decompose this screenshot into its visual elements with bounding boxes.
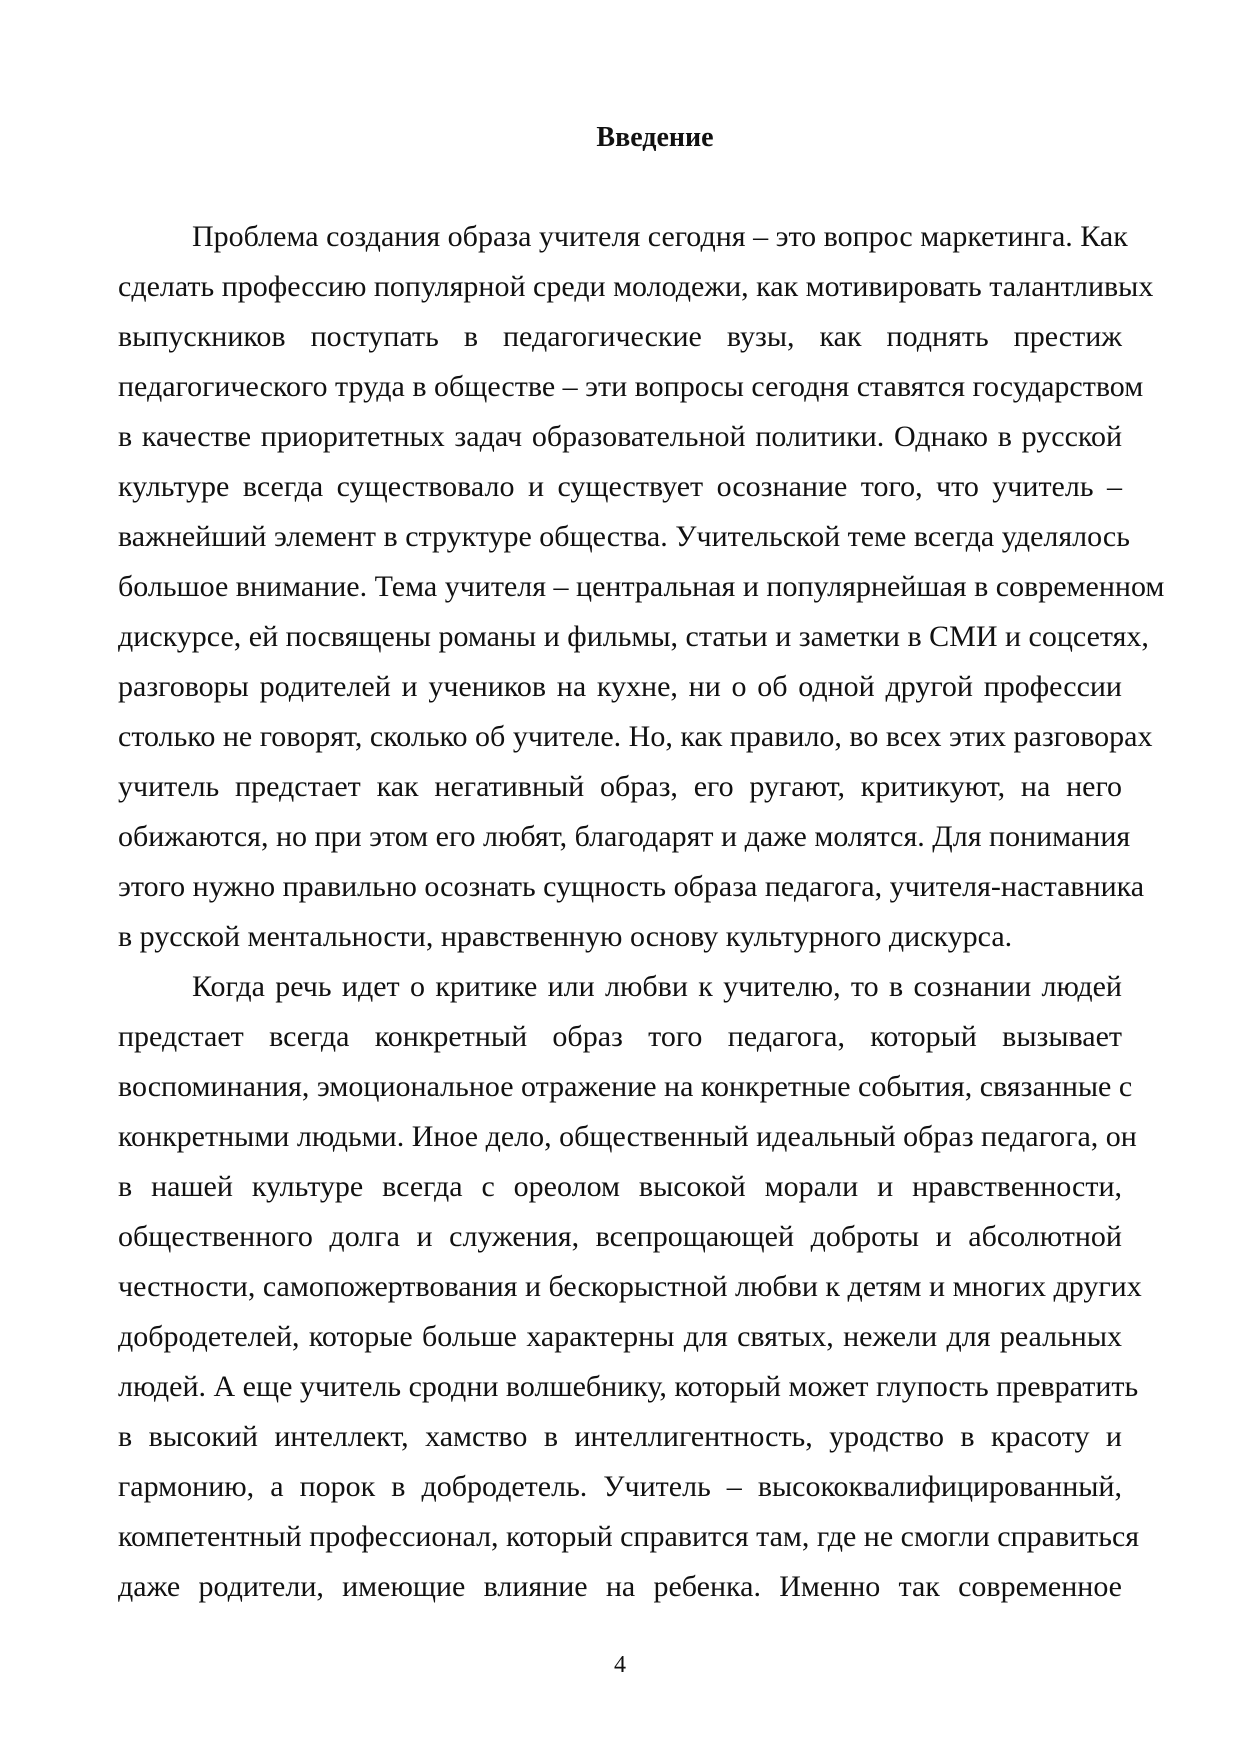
text-line: людей. А еще учитель сродни волшебнику, который может глупость превратить: [118, 1370, 1139, 1403]
paragraph-1: [118, 212, 1165, 962]
text-line: важнейший элемент в структуре общества. Учительской теме всегда уделялось: [118, 520, 1130, 553]
text-line: даже родители, имеющие влияние на ребенка. Именно так современное: [118, 1570, 1122, 1603]
text-line: компетентный профессионал, который справится там, где не смогли справиться: [118, 1520, 1140, 1553]
text-line: конкретными людьми. Иное дело, общественный идеальный образ педагога, он: [118, 1120, 1137, 1153]
text-line: воспоминания, эмоциональное отражение на конкретные события, связанные с: [118, 1070, 1133, 1103]
body-text: [118, 212, 1165, 1612]
text-line: Когда речь идет о критике или любви к учителю, то в сознании людей: [192, 970, 1122, 1003]
text-line: педагогического труда в обществе – эти вопросы сегодня ставятся государством: [118, 370, 1144, 403]
text-line: в русской ментальности, нравственную основу культурного дискурса.: [118, 920, 1013, 953]
text-line: учитель предстает как негативный образ, его ругают, критикуют, на него: [118, 770, 1122, 803]
text-line: честности, самопожертвования и бескорыстной любви к детям и многих других: [118, 1270, 1142, 1303]
text-line: добродетелей, которые больше характерны для святых, нежели для реальных: [118, 1320, 1122, 1353]
paragraph-2: [118, 962, 1142, 1612]
text-line: столько не говорят, сколько об учителе. Но, как правило, во всех этих разговорах: [118, 720, 1153, 753]
text-line: общественного долга и служения, всепрощающей доброты и абсолютной: [118, 1220, 1122, 1253]
text-line: обижаются, но при этом его любят, благодарят и даже молятся. Для понимания: [118, 820, 1131, 853]
text-line: большое внимание. Тема учителя – центральная и популярнейшая в современном: [118, 570, 1165, 603]
text-line: Проблема создания образа учителя сегодня – это вопрос маркетинга. Как: [192, 220, 1128, 253]
text-line: дискурсе, ей посвящены романы и фильмы, статьи и заметки в СМИ и соцсетях,: [118, 620, 1149, 653]
page-number: 4: [614, 1652, 626, 1678]
section-heading: Введение: [596, 122, 714, 153]
text-line: разговоры родителей и учеников на кухне, ни о об одной другой профессии: [118, 670, 1122, 703]
text-line: в качестве приоритетных задач образовательной политики. Однако в русской: [118, 420, 1122, 453]
text-line: этого нужно правильно осознать сущность образа педагога, учителя-наставника: [118, 870, 1145, 903]
text-line: сделать профессию популярной среди молодежи, как мотивировать талантливых: [118, 270, 1154, 303]
text-line: в нашей культуре всегда с ореолом высокой морали и нравственности,: [118, 1170, 1122, 1203]
text-line: гармонию, а порок в добродетель. Учитель – высококвалифицированный,: [118, 1470, 1122, 1503]
text-line: выпускников поступать в педагогические вузы, как поднять престиж: [118, 320, 1122, 353]
text-line: в высокий интеллект, хамство в интеллигентность, уродство в красоту и: [118, 1420, 1122, 1453]
text-line: культуре всегда существовало и существует осознание того, что учитель –: [118, 470, 1122, 503]
text-line: предстает всегда конкретный образ того педагога, который вызывает: [118, 1020, 1122, 1053]
